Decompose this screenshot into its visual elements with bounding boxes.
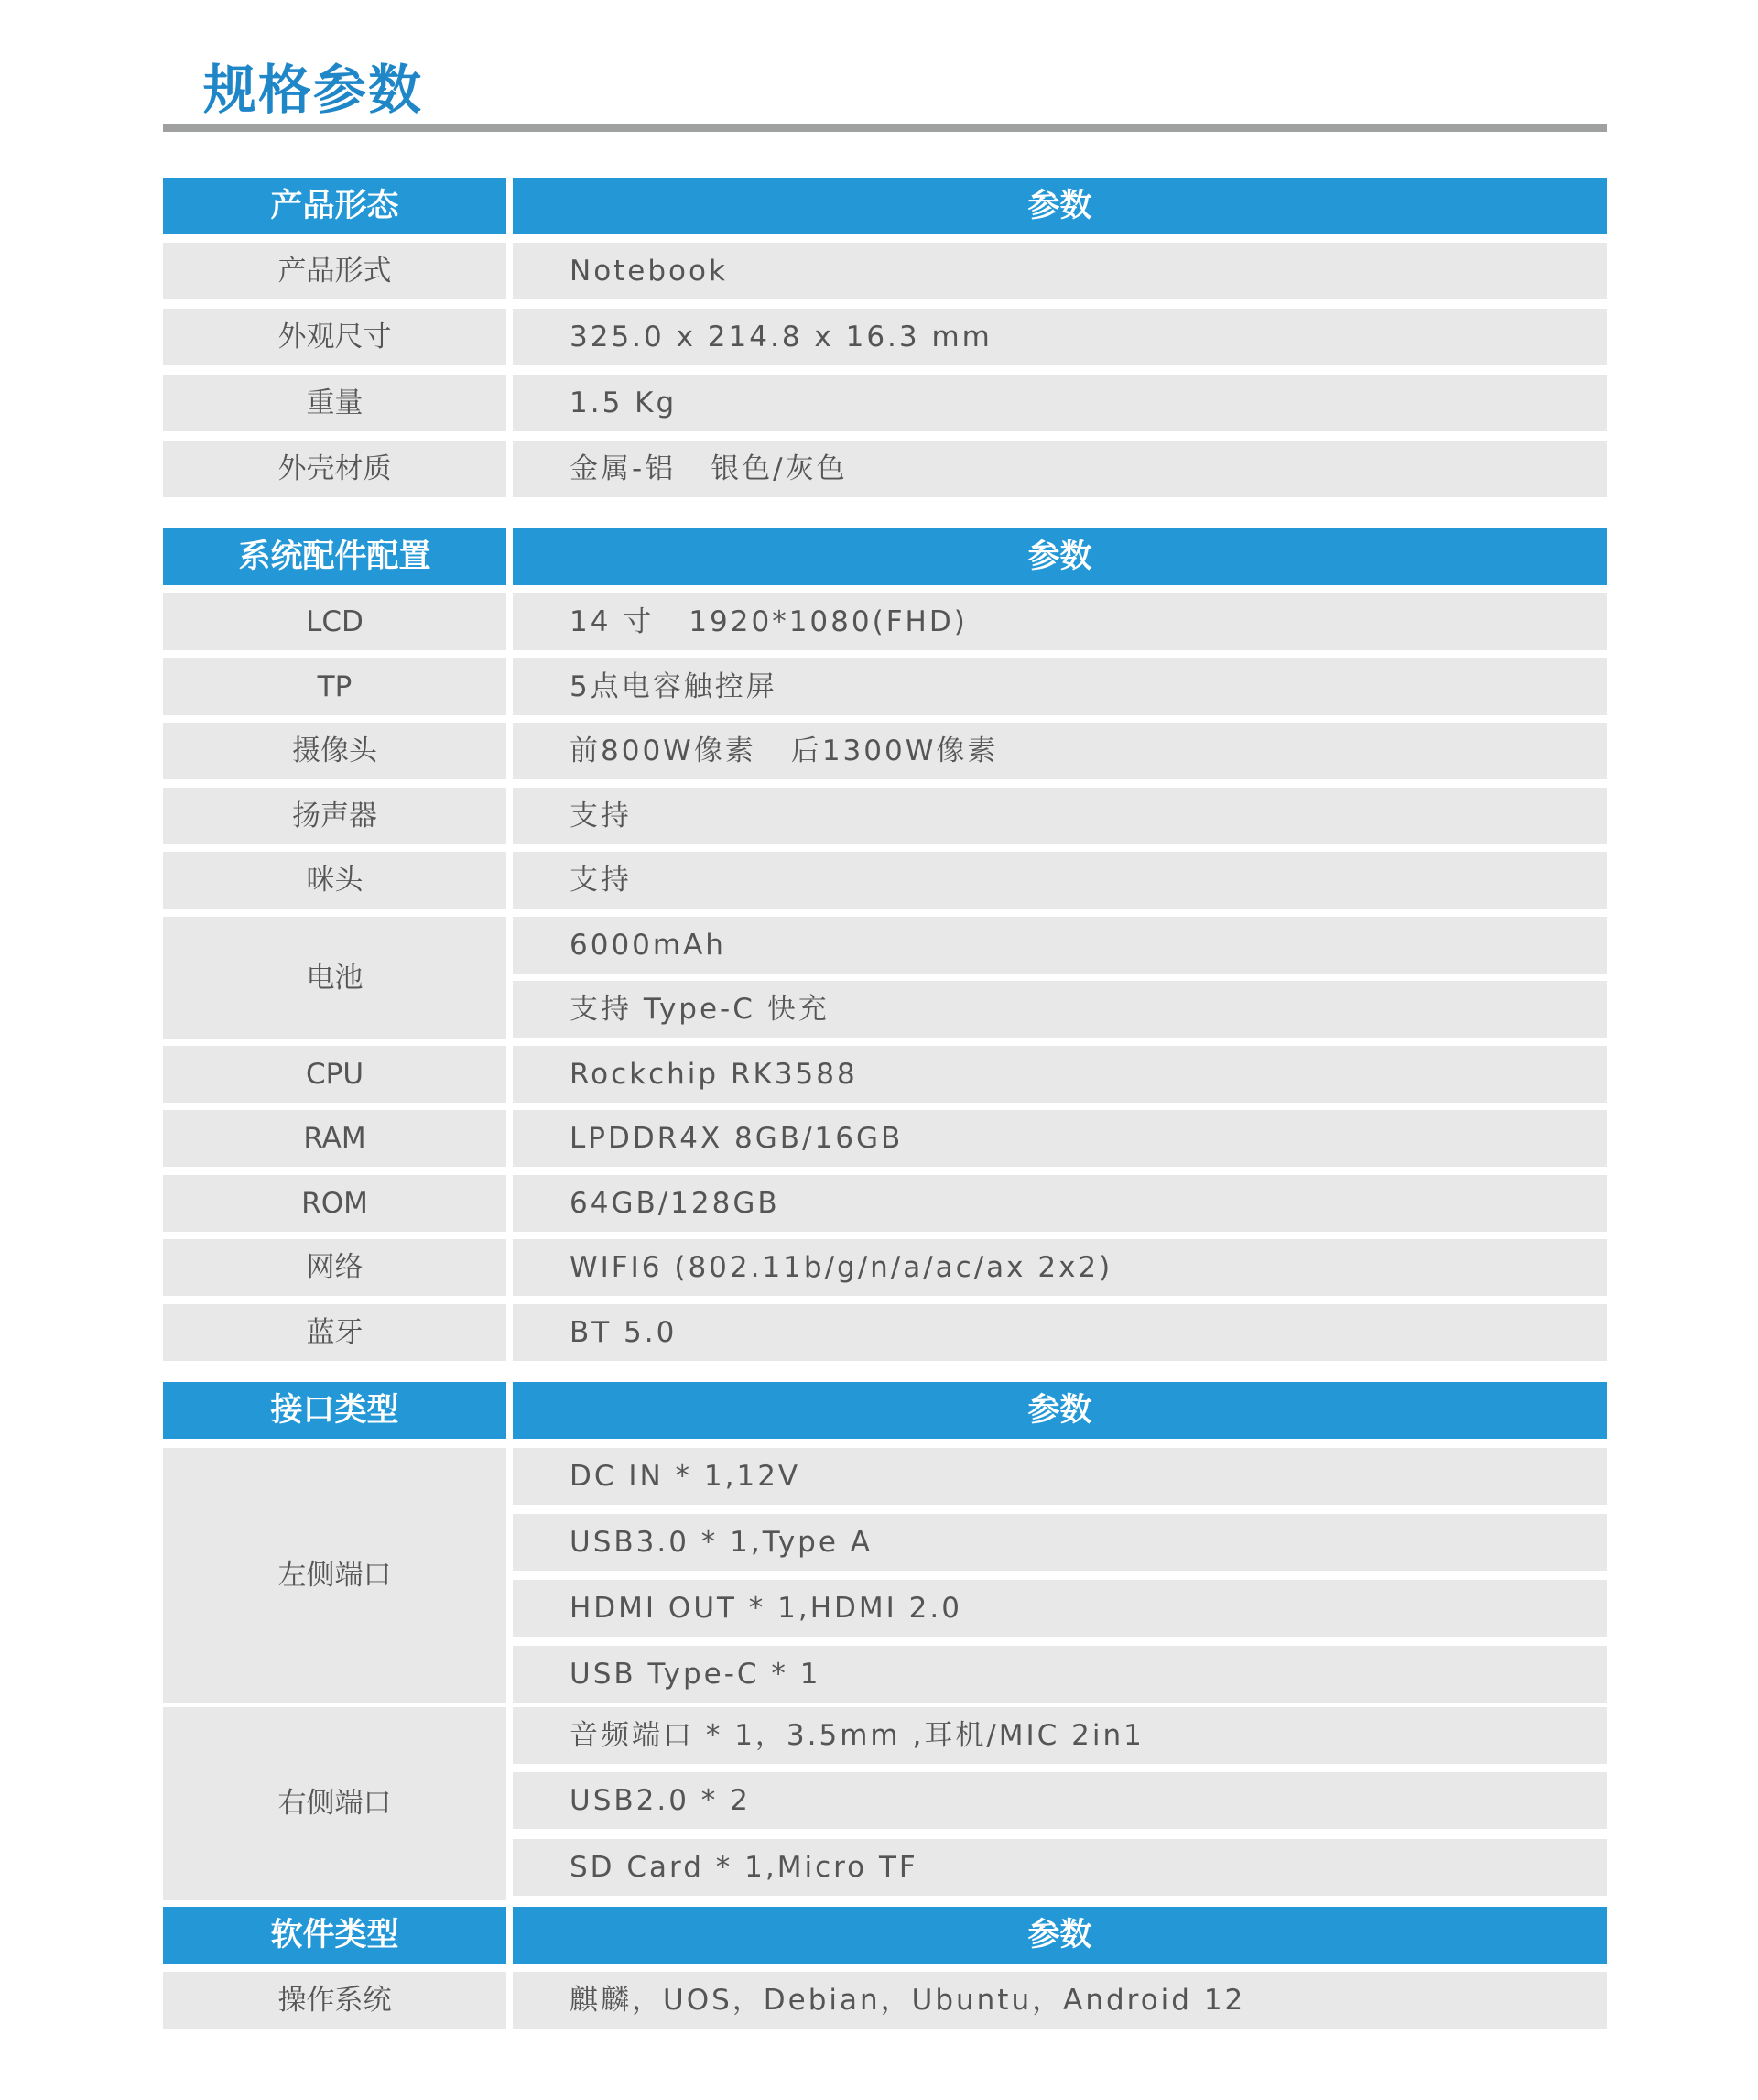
section-header-label <box>163 528 506 585</box>
cell-text: 支持 <box>570 800 632 832</box>
cell-text: 支持 <box>570 864 632 897</box>
cell-text: LCD <box>306 605 364 638</box>
cell-text: USB3.0 * 1,Type A <box>570 1526 873 1559</box>
spec-value <box>513 1646 1607 1703</box>
spec-value <box>513 917 1607 974</box>
cell-text: 325.0 x 214.8 x 16.3 mm <box>570 321 993 354</box>
spec-value <box>513 1239 1607 1296</box>
cell-text: 前800W像素 <box>570 734 756 767</box>
spec-label <box>163 1448 506 1703</box>
spec-value <box>513 1839 1607 1896</box>
spec-value <box>513 593 1607 650</box>
spec-label <box>163 852 506 909</box>
spec-label <box>163 1304 506 1361</box>
spec-value <box>513 309 1607 365</box>
spec-value <box>513 1772 1607 1829</box>
cell-text: BT 5.0 <box>570 1316 678 1349</box>
spec-value <box>513 243 1607 299</box>
spec-label <box>163 1175 506 1232</box>
cell-text: 左侧端口 <box>277 1559 392 1592</box>
cell-text: HDMI OUT * 1,HDMI 2.0 <box>570 1592 962 1625</box>
cell-text: WIFI6 (802.11b/g/n/a/ac/ax 2x2) <box>570 1251 1113 1284</box>
spec-label <box>163 441 506 497</box>
spec-value <box>513 788 1607 844</box>
spec-value <box>513 441 1607 497</box>
cell-text: 1920*1080(FHD) <box>689 605 968 638</box>
spec-value <box>513 1175 1607 1232</box>
spec-value <box>513 1046 1607 1103</box>
spec-label <box>163 658 506 715</box>
cell-text: 接口类型 <box>270 1392 399 1429</box>
section-header-label <box>163 178 506 234</box>
spec-label <box>163 309 506 365</box>
spec-label <box>163 593 506 650</box>
cell-text: DC IN * 1,12V <box>570 1460 801 1493</box>
spec-label <box>163 1972 506 2029</box>
spec-value <box>513 1972 1607 2029</box>
cell-text: LPDDR4X 8GB/16GB <box>570 1122 904 1155</box>
cell-text: 咪头 <box>306 864 364 897</box>
spec-value <box>513 1580 1607 1637</box>
cell-text: Notebook <box>570 255 728 288</box>
cell-text: 电池 <box>306 962 364 995</box>
cell-text: 参数 <box>1027 1917 1092 1953</box>
cell-text: SD Card * 1,Micro TF <box>570 1851 918 1884</box>
page-title: 规格参数 <box>203 59 424 121</box>
cell-text: 后1300W像素 <box>790 734 999 767</box>
cell-text: 参数 <box>1027 539 1092 575</box>
section-header-label <box>163 1907 506 1964</box>
spec-label <box>163 1046 506 1103</box>
cell-text: 银色/灰色 <box>711 452 848 485</box>
cell-text: 产品形式 <box>277 255 392 288</box>
cell-text: RAM <box>303 1122 366 1155</box>
spec-label <box>163 1110 506 1167</box>
spec-value <box>513 1514 1607 1571</box>
cell-text: 参数 <box>1027 188 1092 224</box>
cell-text: USB2.0 * 2 <box>570 1784 751 1817</box>
cell-text: 1.5 Kg <box>570 386 678 419</box>
spec-value <box>513 1448 1607 1505</box>
spec-label <box>163 243 506 299</box>
section-header-param <box>513 528 1607 585</box>
spec-value <box>513 1707 1607 1764</box>
spec-value <box>513 852 1607 909</box>
cell-text: ROM <box>301 1187 368 1220</box>
section-header-label <box>163 1382 506 1439</box>
spec-value <box>513 1304 1607 1361</box>
cell-text: 金属-铝 <box>570 452 677 485</box>
cell-text: USB Type-C * 1 <box>570 1658 821 1691</box>
cell-text: 外观尺寸 <box>277 321 392 354</box>
section-header-param <box>513 1382 1607 1439</box>
cell-text: Rockchip RK3588 <box>570 1058 858 1091</box>
cell-text: 5点电容触控屏 <box>570 670 777 703</box>
spec-value <box>513 658 1607 715</box>
section-header-param <box>513 1907 1607 1964</box>
cell-text: 支持 Type-C 快充 <box>570 993 830 1026</box>
spec-label <box>163 1239 506 1296</box>
spec-label <box>163 788 506 844</box>
spec-value <box>513 375 1607 431</box>
cell-text: 扬声器 <box>292 800 377 832</box>
cell-text: 系统配件配置 <box>238 539 431 575</box>
cell-text: 操作系统 <box>277 1984 392 2017</box>
cell-text: 参数 <box>1027 1392 1092 1429</box>
cell-text: CPU <box>305 1058 364 1091</box>
title-divider <box>163 124 1607 132</box>
spec-label <box>163 1707 506 1900</box>
cell-text: TP <box>317 670 353 703</box>
cell-text: 重量 <box>306 386 364 419</box>
cell-text: 右侧端口 <box>277 1787 392 1820</box>
spec-value <box>513 1110 1607 1167</box>
cell-text: 外壳材质 <box>277 452 392 485</box>
cell-text: 音频端口 * 1，3.5mm ,耳机/MIC 2in1 <box>570 1719 1145 1752</box>
cell-text: 6000mAh <box>570 929 726 962</box>
spec-value <box>513 723 1607 779</box>
cell-text: 麒麟，UOS，Debian，Ubuntu，Android 12 <box>570 1984 1246 2017</box>
cell-text: 网络 <box>306 1251 364 1284</box>
spec-label <box>163 917 506 1039</box>
cell-text: 64GB/128GB <box>570 1187 780 1220</box>
cell-text: 软件类型 <box>270 1917 399 1953</box>
cell-text: 摄像头 <box>292 734 377 767</box>
spec-label <box>163 375 506 431</box>
spec-value <box>513 981 1607 1038</box>
section-header-param <box>513 178 1607 234</box>
spec-label <box>163 723 506 779</box>
cell-text: 14 寸 <box>570 605 655 638</box>
cell-text: 蓝牙 <box>306 1316 364 1349</box>
cell-text: 产品形态 <box>270 188 399 224</box>
